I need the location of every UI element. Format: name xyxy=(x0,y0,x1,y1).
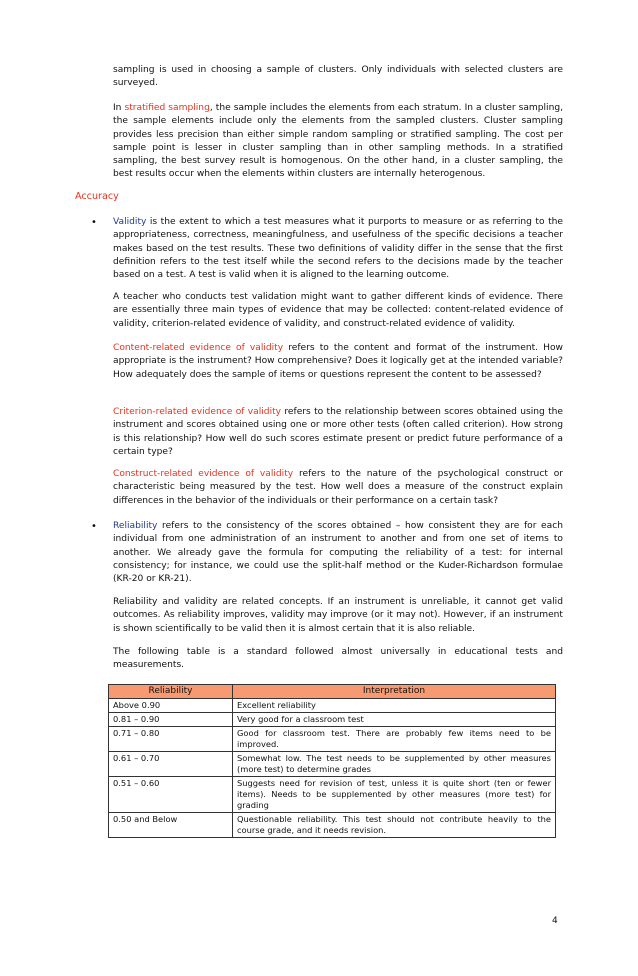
term-reliability: Reliability xyxy=(113,521,158,531)
bullet-icon: • xyxy=(91,217,97,228)
reliability-cell: 0.51 – 0.60 xyxy=(109,777,233,813)
reliability-cell: 0.81 – 0.90 xyxy=(109,713,233,727)
term-validity: Validity xyxy=(113,217,147,227)
interpretation-cell: Good for classroom test. There are probably few items need to be improved. xyxy=(233,727,556,752)
reliability-cell: 0.50 and Below xyxy=(109,813,233,838)
paragraph-validity xyxy=(113,216,563,282)
column-header-interpretation: Interpretation xyxy=(233,685,556,699)
term-construct-evidence: Construct-related evidence of validity xyxy=(113,469,294,479)
term-criterion-evidence: Criterion-related evidence of validity xyxy=(113,407,282,417)
paragraph-reliability-validity: Reliability and validity are related concepts. If an instrument is unreliable, it cannot get valid outcomes. As reliability improves, validity may improve (or it may not). However, if an instrument is shown scientifically to be valid then it is almost certain that it is also reliable. xyxy=(113,597,563,634)
paragraph-construct-evidence xyxy=(113,468,563,508)
column-header-reliability: Reliability xyxy=(109,685,233,699)
interpretation-cell: Questionable reliability. This test should not contribute heavily to the course grade, and it needs revision. xyxy=(233,813,556,838)
table-header-row xyxy=(109,685,556,699)
paragraph-cluster-sampling: sampling is used in choosing a sample of clusters. Only individuals with selected clusters are surveyed. xyxy=(113,65,563,89)
table-row xyxy=(109,713,556,727)
paragraph-content-evidence xyxy=(113,342,563,382)
table-row xyxy=(109,813,556,838)
table-row xyxy=(109,727,556,752)
paragraph-text: refers to the content and format of the instrument. How appropriate is the instrument? How comprehensive? Does it logically get at the intended variable? How adequately does the sample of items or questions represent the content to be assessed? xyxy=(113,343,563,380)
table-row xyxy=(109,752,556,777)
reliability-cell: 0.61 – 0.70 xyxy=(109,752,233,777)
table-row xyxy=(109,699,556,713)
paragraph-stratified-sampling xyxy=(113,102,563,182)
paragraph-evidence-types: A teacher who conducts test validation might want to gather different kinds of evidence. There are essentially three main types of evidence that may be collected: content-related evidence of validity, criterion-related evidence of validity, and construct-related evidence of validity. xyxy=(113,292,563,329)
interpretation-cell: Excellent reliability xyxy=(233,699,556,713)
paragraph-text: refers to the nature of the psychological construct or characteristic being measured by the test. How well does a measure of the construct explain differences in the behavior of the individuals or their performance on a certain task? xyxy=(113,469,563,506)
paragraph-criterion-evidence xyxy=(113,406,563,459)
page-number: 4 xyxy=(552,916,558,926)
paragraph-text: is the extent to which a test measures what it purports to measure or as referring to the appropriateness, correctness, meaningfulness, and usefulness of the specific decisions a teacher makes based on the test results. These two definitions of validity differ in the sense that the first definition refers to the test itself while the second refers to the decisions made by the teacher based on a test. A test is valid when it is aligned to the learning outcome. xyxy=(113,217,563,281)
paragraph-text: , the sample includes the elements from each stratum. In a cluster sampling, the sample elements include only the elements from the sampled clusters. Cluster sampling provides less precision than either simple random sampling or stratified sampling. The cost per sample point is lesser in cluster sampling than in other sampling methods. In a stratified sampling, the best survey result is homogenous. On the other hand, in a cluster sampling, the best results occur when the elements within clusters are internally heterogenous. xyxy=(113,103,563,180)
interpretation-cell: Somewhat low. The test needs to be supplemented by other measures (more test) to determine grades xyxy=(233,752,556,777)
term-stratified-sampling: stratified sampling xyxy=(124,103,210,113)
reliability-cell: 0.71 – 0.80 xyxy=(109,727,233,752)
reliability-table xyxy=(108,684,556,838)
interpretation-cell: Very good for a classroom test xyxy=(233,713,556,727)
table-row xyxy=(109,777,556,813)
paragraph-reliability xyxy=(113,520,563,586)
paragraph-table-intro: The following table is a standard followed almost universally in educational tests and measurements. xyxy=(113,647,563,671)
term-content-evidence: Content-related evidence of validity xyxy=(113,343,284,353)
paragraph-text: In xyxy=(113,103,125,113)
bullet-icon: • xyxy=(91,521,97,532)
paragraph-text: refers to the consistency of the scores obtained – how consistent they are for each individual from one administration of an instrument to another and from one set of items to another. We already gave the formula for computing the reliability of a test: for internal consistency; for instance, we could use the split-half method or the Kuder-Richardson formulae (KR-20 or KR-21). xyxy=(113,521,563,585)
section-heading-accuracy: Accuracy xyxy=(75,191,119,202)
reliability-cell: Above 0.90 xyxy=(109,699,233,713)
interpretation-cell: Suggests need for revision of test, unless it is quite short (ten or fewer items). Needs to be supplemented by other measures (more test) for grading xyxy=(233,777,556,813)
paragraph-text: refers to the relationship between scores obtained using the instrument and scores obtained using one or more other tests (often called criterion). How strong is this relationship? How well do such scores estimate present or predict future performance of a certain type? xyxy=(113,407,564,457)
